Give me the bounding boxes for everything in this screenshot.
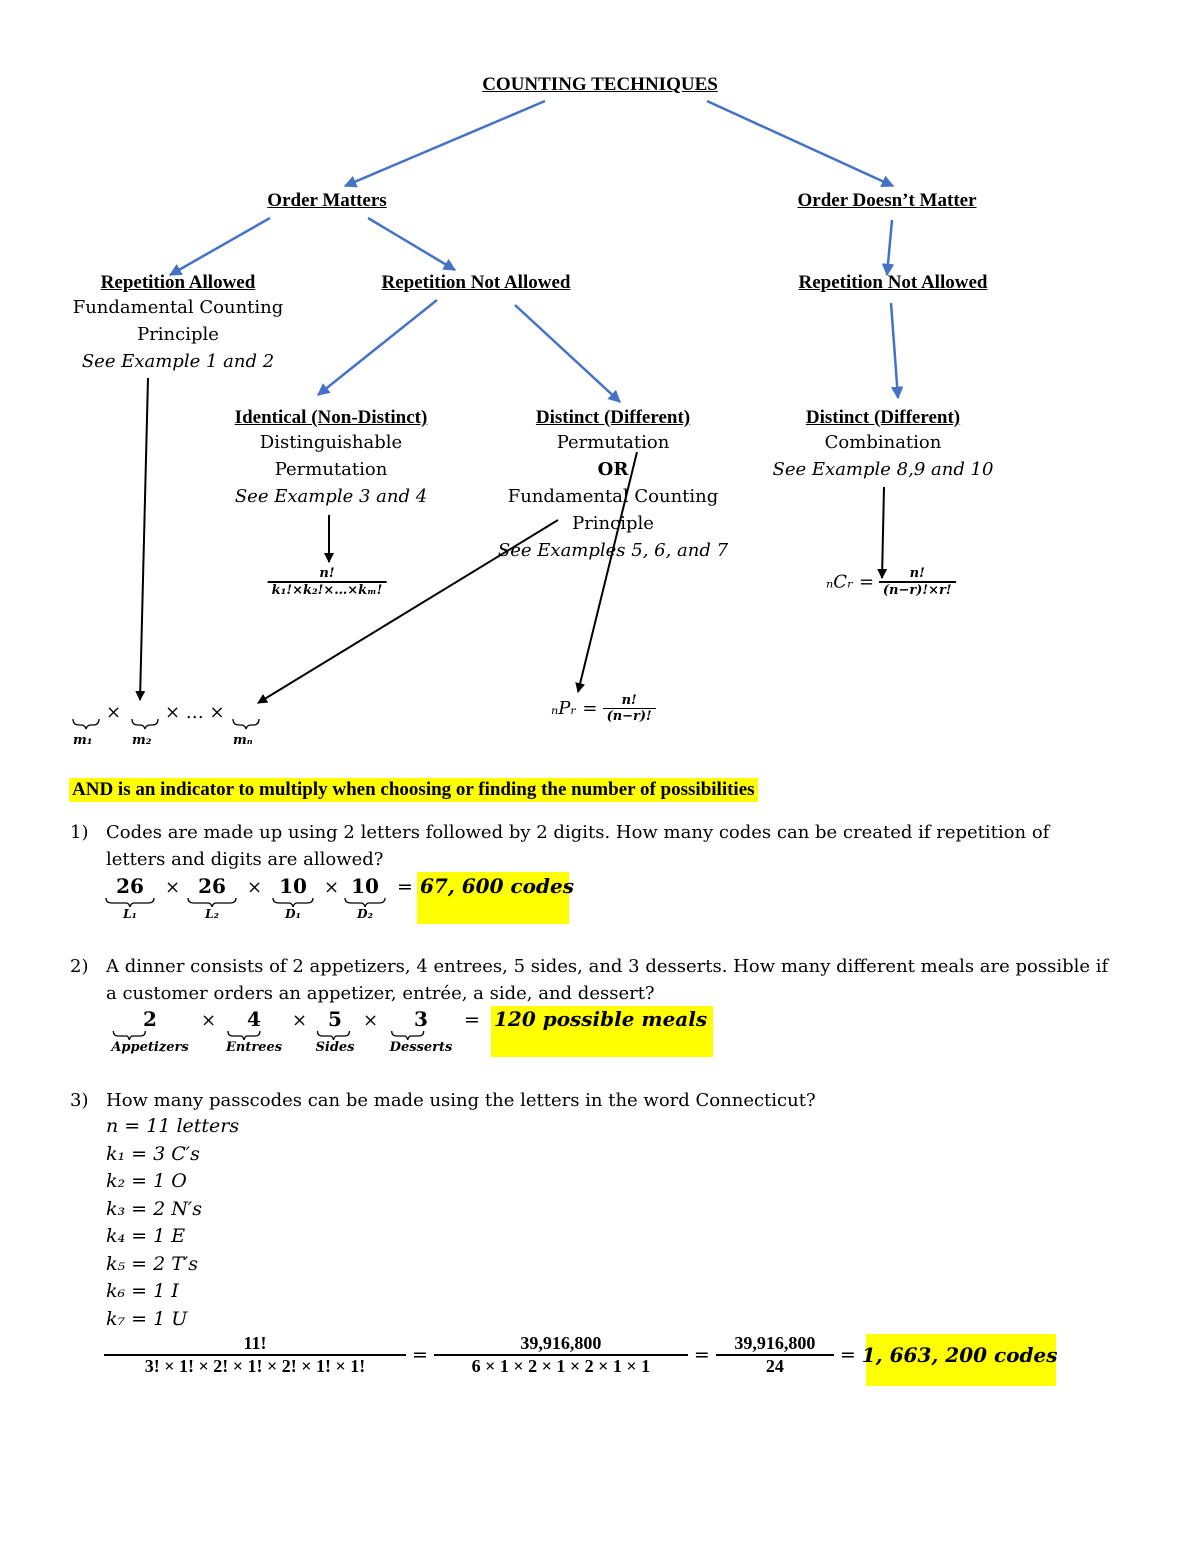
distinct-combination-heading: Distinct (Different) xyxy=(805,407,961,428)
arrow-combination-to-formula xyxy=(882,487,884,578)
problem3-equals: = xyxy=(693,1344,710,1366)
distinct-combination-block xyxy=(773,407,994,483)
problem2-term-label: Entrees xyxy=(225,1040,283,1055)
problem1-times: × xyxy=(324,877,340,898)
problem1-times: × xyxy=(165,877,181,898)
problem1-answer: 67, 600 codes xyxy=(420,874,574,898)
arrow-rep-to-distinct xyxy=(515,305,620,402)
identical-heading: Identical (Non-Distinct) xyxy=(234,407,428,428)
underbrace-icon xyxy=(271,898,315,907)
problem3-equation xyxy=(104,1333,1057,1377)
repetition-allowed-line1: Fundamental Counting xyxy=(72,297,284,318)
distinct-combination-line1: Combination xyxy=(824,432,942,453)
arrow-title-to-order-matters xyxy=(345,101,545,186)
problem2-answer: 120 possible meals xyxy=(494,1007,708,1031)
repetition-allowed-line2: Principle xyxy=(137,324,219,345)
distinct-permutation-heading: Distinct (Different) xyxy=(535,407,691,428)
problem3-frac1-numerator: 11! xyxy=(243,1333,267,1353)
permutation-numerator: n! xyxy=(621,693,637,708)
underbrace-icon xyxy=(111,1031,147,1040)
given-line: k₅ = 2 T′s xyxy=(106,1252,198,1275)
distinguishable-numerator: n! xyxy=(319,566,335,581)
combination-denominator: (n−r)!×r! xyxy=(879,581,956,598)
problem2-term-label: Desserts xyxy=(389,1040,453,1055)
problem2-term-value: 5 xyxy=(328,1007,342,1031)
underbrace-icon xyxy=(390,1031,426,1040)
problem2-number: 2) xyxy=(70,956,89,977)
permutation-lhs: ₙPᵣ = xyxy=(551,698,598,719)
underbrace-icon xyxy=(104,898,156,907)
combination-formula xyxy=(826,566,956,598)
order-matters-heading: Order Matters xyxy=(267,190,387,211)
problem1-term-label: L₁ xyxy=(123,907,137,921)
problem3-number: 3) xyxy=(70,1090,89,1111)
problem3-answer: 1, 663, 200 codes xyxy=(861,1343,1058,1367)
given-line: k₂ = 1 O xyxy=(106,1170,187,1192)
repetition-not-allowed-right: Repetition Not Allowed xyxy=(798,272,988,293)
distinct-combination-example: See Example 8,9 and 10 xyxy=(772,459,994,480)
problem1-term-value: 26 xyxy=(116,874,144,898)
distinguishable-permutation-formula xyxy=(268,566,387,598)
problem2-term-value: 2 xyxy=(143,1007,157,1031)
problem2-term-label: Sides xyxy=(315,1040,355,1055)
problem2-term-label: Appetizers xyxy=(111,1040,189,1055)
fcp-times-1: × xyxy=(106,702,122,723)
problem2-times: × xyxy=(292,1010,308,1031)
distinct-permutation-line1: Permutation xyxy=(556,432,670,453)
fcp-mn: mₙ xyxy=(233,733,253,748)
repetition-allowed-heading: Repetition Allowed xyxy=(100,272,256,293)
distinct-permutation-line2: Fundamental Counting xyxy=(507,486,719,507)
page-title: COUNTING TECHNIQUES xyxy=(482,74,718,95)
given-line: k₁ = 3 C′s xyxy=(106,1142,200,1165)
identical-example: See Example 3 and 4 xyxy=(234,486,428,507)
identical-line2: Permutation xyxy=(274,459,388,480)
problem3-frac1-denominator: 3! × 1! × 2! × 1! × 2! × 1! × 1! xyxy=(104,1354,406,1377)
problem2-term-value: 3 xyxy=(414,1007,428,1031)
problem1-line1: Codes are made up using 2 letters followed by 2 digits. How many codes can be created if repetition of xyxy=(106,822,1050,843)
problem2-equals: = xyxy=(464,1009,480,1031)
distinct-permutation-line3: Principle xyxy=(572,513,654,534)
identical-block xyxy=(235,407,428,510)
problem2-term xyxy=(226,1007,282,1055)
fcp-times-2: × … × xyxy=(165,702,225,723)
underbrace-icon xyxy=(315,1031,351,1040)
problem1-times: × xyxy=(247,877,263,898)
problem2-term xyxy=(315,1007,354,1055)
problem1-term xyxy=(271,874,315,921)
underbrace-icon xyxy=(186,898,238,907)
arrow-rep-to-distinct-comb xyxy=(891,303,898,398)
problem1-term xyxy=(343,874,387,921)
repetition-not-allowed-left: Repetition Not Allowed xyxy=(381,272,571,293)
distinct-permutation-block xyxy=(498,407,728,564)
problem2-line1: A dinner consists of 2 appetizers, 4 entrees, 5 sides, and 3 desserts. How many different meals are possible if xyxy=(106,956,1109,977)
fcp-m1: m₁ xyxy=(73,733,93,748)
problem1-term-value: 10 xyxy=(351,874,379,898)
underbrace-icon xyxy=(226,1031,262,1040)
arrow-rep-to-identical xyxy=(318,300,437,395)
problem2-term xyxy=(390,1007,453,1055)
problem2-term-value: 4 xyxy=(247,1007,261,1031)
repetition-allowed-block xyxy=(73,272,284,375)
problem1-number: 1) xyxy=(70,822,89,843)
problem1-line2: letters and digits are allowed? xyxy=(106,849,384,870)
problem3-line1: How many passcodes can be made using the letters in the word Connecticut? xyxy=(106,1090,816,1111)
combination-lhs: ₙCᵣ = xyxy=(826,571,875,593)
distinct-permutation-or: OR xyxy=(597,459,629,480)
problem2-times: × xyxy=(201,1010,217,1031)
order-doesnt-matter-heading: Order Doesn’t Matter xyxy=(797,190,977,211)
permutation-formula xyxy=(551,693,656,724)
problem2-line2: a customer orders an appetizer, entrée, a side, and dessert? xyxy=(106,983,655,1004)
problem1-equals: = xyxy=(397,876,413,898)
given-line: k₇ = 1 U xyxy=(106,1307,188,1330)
problem3-equals: = xyxy=(412,1344,428,1366)
fcp-m2: m₂ xyxy=(132,733,152,748)
problem1-term-value: 26 xyxy=(198,874,226,898)
given-line: n = 11 letters xyxy=(106,1115,240,1137)
problem3-frac3-denominator: 24 xyxy=(716,1354,834,1377)
given-line: k₄ = 1 E xyxy=(106,1225,186,1247)
distinguishable-denominator: k₁!×k₂!×…×kₘ! xyxy=(268,581,387,598)
problem1-term-value: 10 xyxy=(279,874,307,898)
identical-line1: Distinguishable xyxy=(259,432,403,453)
problem1-term-label: D₂ xyxy=(357,907,373,921)
arrow-no-order-to-rep-not-allowed xyxy=(887,220,892,275)
distinct-permutation-example: See Examples 5, 6, and 7 xyxy=(497,540,729,561)
underbrace-icon xyxy=(343,898,387,907)
problem2-term xyxy=(111,1007,188,1055)
given-line: k₃ = 2 N′s xyxy=(106,1197,202,1220)
and-note: AND is an indicator to multiply when choosing or finding the number of possibilities xyxy=(69,778,758,802)
problem1-term xyxy=(104,874,156,921)
arrow-order-to-rep-allowed xyxy=(170,218,270,275)
problem3-frac2-numerator: 39,916,800 xyxy=(520,1333,602,1353)
arrow-order-to-rep-not-allowed xyxy=(368,218,455,270)
problem1-term-label: D₁ xyxy=(285,907,301,921)
given-line: k₆ = 1 I xyxy=(106,1280,179,1302)
combination-numerator: n! xyxy=(909,566,925,581)
permutation-denominator: (n−r)! xyxy=(603,708,656,724)
problem3-frac2-denominator: 6 × 1 × 2 × 1 × 2 × 1 × 1 xyxy=(434,1354,688,1377)
repetition-allowed-example: See Example 1 and 2 xyxy=(81,351,275,372)
problem1-term xyxy=(186,874,238,921)
problem3-equals: = xyxy=(839,1344,856,1366)
problem3-frac3-numerator: 39,916,800 xyxy=(734,1333,816,1353)
problem3-givens xyxy=(106,1113,239,1333)
problem1-term-label: L₂ xyxy=(205,907,219,921)
problem2-times: × xyxy=(363,1010,379,1031)
arrow-title-to-order-doesnt-matter xyxy=(707,101,893,186)
arrow-fcp-to-product xyxy=(140,378,148,700)
